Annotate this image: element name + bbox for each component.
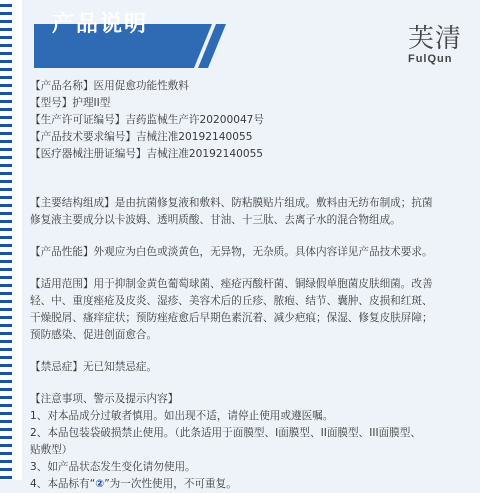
brand-name-cn: 芙清 bbox=[407, 24, 462, 54]
notes-heading: 【注意事项、警示及提示内容】 bbox=[30, 393, 179, 405]
note-item: 贴敷型） bbox=[30, 444, 73, 456]
scope-section bbox=[30, 276, 470, 344]
note-item: 2、本品包装袋破损禁止使用。（此条适用于面膜型、I面膜型、II面膜型、III面膜型、 bbox=[30, 427, 421, 439]
binding-mark bbox=[0, 444, 12, 447]
binding-mark bbox=[0, 84, 12, 87]
binding-mark bbox=[0, 308, 12, 311]
binding-mark bbox=[0, 220, 12, 223]
info-line: 【产品名称】医用促愈功能性敷料 bbox=[30, 80, 189, 92]
binding-mark bbox=[0, 268, 12, 271]
binding-mark bbox=[0, 12, 12, 15]
page bbox=[22, 0, 480, 490]
performance-line: 【产品性能】外观应为白色或淡黄色，无异物，无杂质。具体内容详见产品技术要求。 bbox=[30, 246, 433, 258]
binding-mark bbox=[0, 100, 12, 103]
binding-mark bbox=[0, 60, 12, 63]
binding-mark bbox=[0, 380, 12, 383]
binding-mark bbox=[0, 188, 12, 191]
note-item-4-suffix: ”为一次性使用，不可重复。 bbox=[104, 478, 237, 490]
info-line: 【生产许可证编号】吉药监械生产许20200047号 bbox=[30, 114, 265, 126]
brand-name-en: FulQun bbox=[407, 53, 453, 65]
binding-mark bbox=[0, 404, 12, 407]
scope-line: 干燥脱屑、瘙痒症状；预防痤疮愈后早期色素沉着、减少疤痕；保湿、修复皮肤屏障； bbox=[30, 312, 433, 324]
binding-strip bbox=[0, 0, 22, 480]
binding-mark bbox=[0, 276, 12, 279]
binding-mark bbox=[0, 228, 12, 231]
binding-mark bbox=[0, 420, 12, 423]
binding-mark bbox=[0, 476, 12, 479]
binding-mark bbox=[0, 212, 12, 215]
structure-line: 【主要结构组成】是由抗菌修复液和敷料、防粘膜贴片组成。敷料由无纺布制成；抗菌 bbox=[30, 197, 433, 209]
binding-mark bbox=[0, 132, 12, 135]
binding-mark bbox=[0, 124, 12, 127]
binding-mark bbox=[0, 36, 12, 39]
info-line: 【产品技术要求编号】吉械注准20192140055 bbox=[30, 131, 253, 143]
binding-mark bbox=[0, 340, 12, 343]
binding-mark bbox=[0, 452, 12, 455]
document-body bbox=[30, 78, 470, 493]
contraindication-line: 【禁忌症】无已知禁忌症。 bbox=[30, 361, 158, 373]
binding-mark bbox=[0, 468, 12, 471]
note-item: 3、如产品状态发生变化请勿使用。 bbox=[30, 461, 196, 473]
binding-mark bbox=[0, 284, 12, 287]
binding-mark bbox=[0, 300, 12, 303]
brand-logo bbox=[408, 18, 462, 65]
binding-mark bbox=[0, 28, 12, 31]
binding-mark bbox=[0, 196, 12, 199]
note-item: 1、对本品成分过敏者慎用。如出现不适，请停止使用或遵医嘱。 bbox=[30, 410, 334, 422]
binding-mark bbox=[0, 204, 12, 207]
scope-line: 轻、中、重度痤疮及皮炎、湿疹、美容术后的丘疹、脓疱、结节、囊肿、皮损和红斑、 bbox=[30, 295, 433, 307]
structure-line: 修复液主要成分以卡波姆、透明质酸、甘油、十三肽、去离子水的混合物组成。 bbox=[30, 214, 401, 226]
scope-line: 【适用范围】用于抑制金黄色葡萄球菌、痤疮丙酸杆菌、铜绿假单胞菌皮肤细菌。改善 bbox=[30, 278, 433, 290]
basic-info-section bbox=[30, 78, 470, 163]
binding-mark bbox=[0, 180, 12, 183]
binding-mark bbox=[0, 324, 12, 327]
scope-line: 预防感染、促进创面愈合。 bbox=[30, 329, 158, 341]
binding-mark bbox=[0, 332, 12, 335]
binding-mark bbox=[0, 116, 12, 119]
binding-mark bbox=[0, 244, 12, 247]
structure-section bbox=[30, 195, 470, 229]
info-line: 【型号】护理II型 bbox=[30, 97, 111, 109]
binding-mark bbox=[0, 372, 12, 375]
binding-mark bbox=[0, 388, 12, 391]
note-item-4-prefix: 4、本品标有“ bbox=[30, 478, 96, 490]
binding-mark bbox=[0, 140, 12, 143]
binding-mark bbox=[0, 436, 12, 439]
binding-mark bbox=[0, 292, 12, 295]
binding-mark bbox=[0, 412, 12, 415]
binding-mark bbox=[0, 148, 12, 151]
binding-mark bbox=[0, 260, 12, 263]
binding-mark bbox=[0, 364, 12, 367]
binding-mark bbox=[0, 164, 12, 167]
info-line: 【医疗器械注册证编号】吉械注准20192140055 bbox=[30, 148, 264, 160]
binding-mark bbox=[0, 108, 12, 111]
binding-mark bbox=[0, 236, 12, 239]
binding-mark bbox=[0, 52, 12, 55]
binding-mark bbox=[0, 92, 12, 95]
binding-mark bbox=[0, 428, 12, 431]
binding-mark bbox=[0, 156, 12, 159]
binding-mark bbox=[0, 76, 12, 79]
binding-mark bbox=[0, 348, 12, 351]
performance-section bbox=[30, 244, 470, 261]
binding-mark bbox=[0, 356, 12, 359]
notes-section bbox=[30, 391, 470, 493]
note-item bbox=[30, 476, 470, 493]
binding-mark bbox=[0, 20, 12, 23]
binding-mark bbox=[0, 4, 12, 7]
binding-mark bbox=[0, 172, 12, 175]
page-title: 产品说明 bbox=[52, 12, 149, 37]
binding-mark bbox=[0, 316, 12, 319]
binding-mark bbox=[0, 252, 12, 255]
binding-mark bbox=[0, 68, 12, 71]
binding-mark bbox=[0, 44, 12, 47]
single-use-symbol-icon: ② bbox=[95, 478, 105, 490]
contraindication-section bbox=[30, 359, 470, 376]
binding-mark bbox=[0, 460, 12, 463]
binding-mark bbox=[0, 396, 12, 399]
